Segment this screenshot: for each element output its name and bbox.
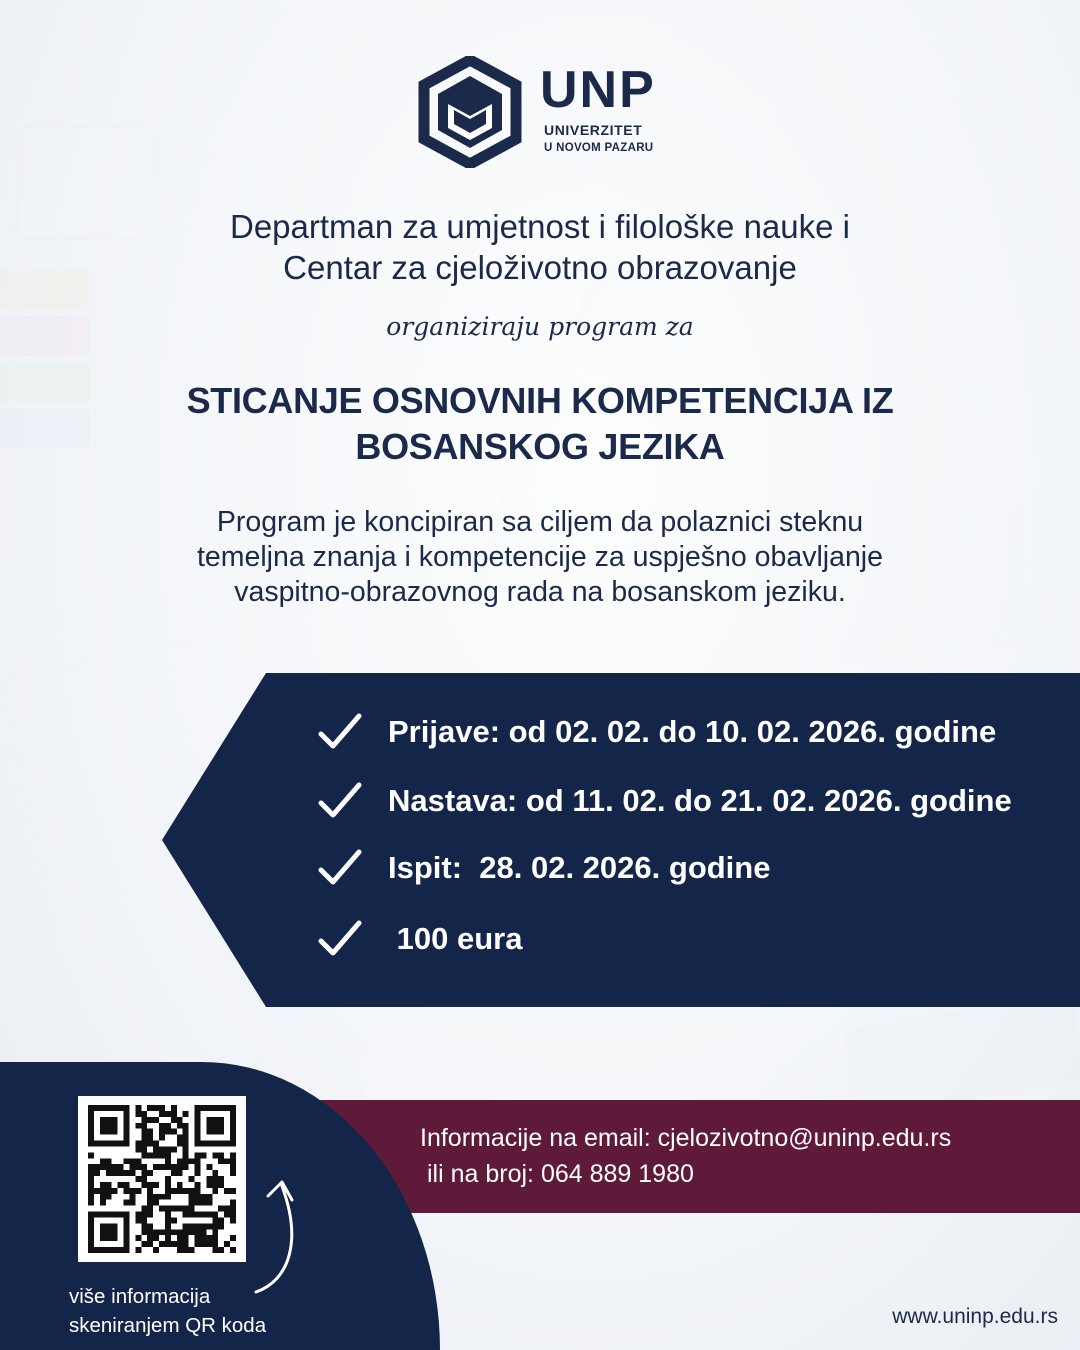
organizers-heading: [0, 206, 1080, 288]
detail-text: 100 eura: [388, 921, 523, 956]
contact-email[interactable]: Informacije na email: cjelozivotno@uninp.edu.rs: [420, 1124, 952, 1152]
description-line-1: Program je koncipiran sa ciljem da polaznici steknu: [216, 506, 864, 538]
checkmark-icon: [318, 919, 362, 959]
curved-arrow-icon: [250, 1170, 310, 1300]
qr-code-icon[interactable]: [78, 1096, 246, 1262]
website-link[interactable]: www.uninp.edu.rs: [892, 1305, 1058, 1328]
university-logo: [418, 56, 674, 168]
detail-item: [318, 776, 1012, 826]
detail-item: [318, 914, 522, 964]
program-title-line-1: STICANJE OSNOVNIH KOMPETENCIJA IZ: [186, 380, 894, 421]
logo-line-1: UNIVERZITET: [544, 122, 643, 138]
detail-text: Nastava: od 11. 02. do 21. 02. 2026. godine: [388, 783, 1012, 818]
logo-line-2: U NOVOM PAZARU: [544, 142, 654, 154]
qr-caption-line-2: skeniranjem QR koda: [69, 1314, 267, 1337]
qr-caption: [69, 1282, 266, 1340]
logo-mark: UNP: [540, 61, 656, 119]
detail-text: Prijave: od 02. 02. do 10. 02. 2026. godine: [388, 714, 997, 749]
checkmark-icon: [318, 781, 362, 821]
program-title-line-2: BOSANSKOG JEZIKA: [355, 426, 725, 467]
detail-item: [318, 843, 770, 893]
program-description: [0, 505, 1080, 610]
logo-year: 2002: [460, 85, 480, 94]
organizers-line-2: Centar za cjeloživotno obrazovanje: [283, 249, 797, 286]
detail-text: Ispit: 28. 02. 2026. godine: [388, 850, 771, 885]
checkmark-icon: [318, 848, 362, 888]
description-line-2: temeljna znanja i kompetencije za uspješno obavljanje: [196, 541, 883, 573]
checkmark-icon: [318, 712, 362, 752]
qr-caption-line-1: više informacija: [69, 1285, 211, 1308]
description-line-3: vaspitno-obrazovnog rada na bosanskom jeziku.: [234, 576, 846, 608]
subtitle-script: organiziraju program za: [386, 312, 694, 341]
organizers-line-1: Departman za umjetnost i filološke nauke i: [230, 208, 850, 245]
program-title: [0, 378, 1080, 470]
university-hexagon-book-icon: [418, 56, 522, 168]
detail-item: [318, 707, 996, 757]
contact-phone[interactable]: ili na broj: 064 889 1980: [427, 1160, 694, 1188]
contact-strip: [300, 1100, 1080, 1213]
